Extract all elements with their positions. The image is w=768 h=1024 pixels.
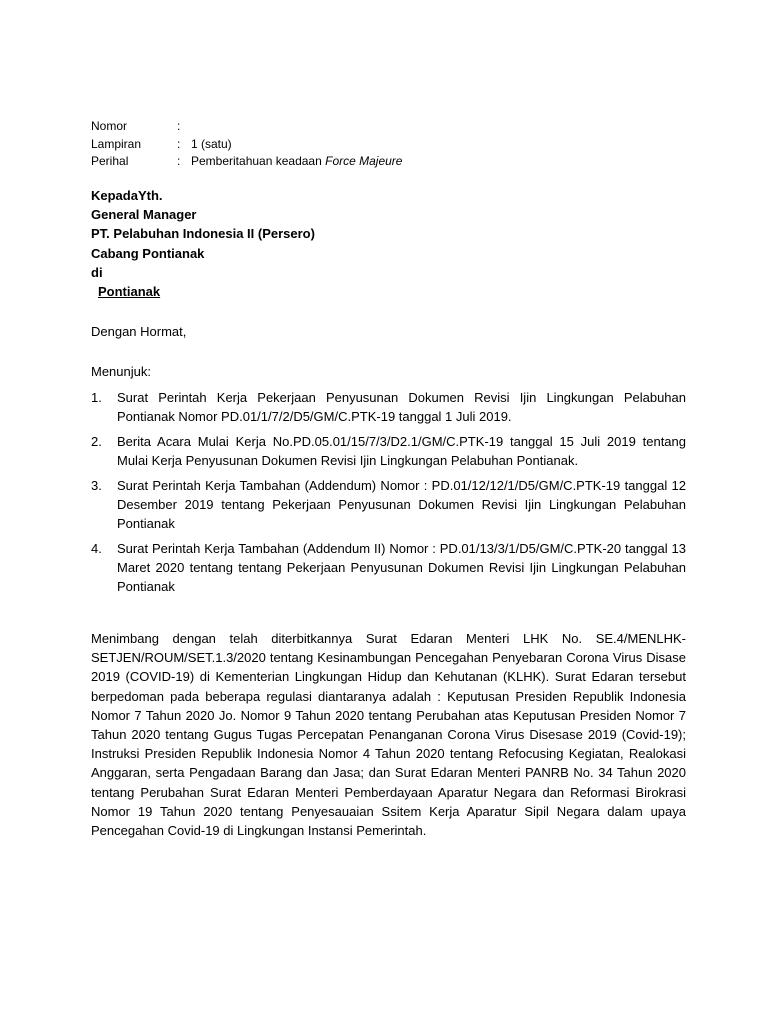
list-item [91,476,686,533]
perihal-row [91,153,402,171]
addressee-line: PT. Pelabuhan Indonesia II (Persero) [91,226,315,242]
list-item [91,539,686,596]
lampiran-row [91,136,402,154]
reference-list [91,388,686,602]
list-item-text: Surat Perintah Kerja Tambahan (Addendum II) Nomor : PD.01/13/3/1/D5/GM/C.PTK-20 tanggal 13 Maret 2020 tentang tentang Pekerjaan Penyusunan Dokumen Revisi Ijin Lingkungan Pelabuhan Pontianak [117,541,686,594]
perihal-italic: Force Majeure [325,154,403,168]
list-item-number: 4. [91,541,102,556]
addressee-block [91,186,315,301]
list-item-number: 3. [91,478,102,493]
perihal-label: Perihal [91,154,129,168]
addressee-line: Cabang Pontianak [91,245,205,261]
perihal-value [191,153,402,171]
nomor-label: Nomor [91,119,128,133]
perihal-colon: : [177,154,181,168]
list-item-text: Surat Perintah Kerja Pekerjaan Penyusunan Dokumen Revisi Ijin Lingkungan Pelabuhan Pontianak Nomor PD.01/1/7/2/D5/GM/C.PTK-19 tanggal 1 Juli 2019. [117,390,686,424]
list-item-number: 1. [91,390,102,405]
letter-header [91,118,402,171]
perihal-prefix: Pemberitahuan keadaan [191,154,322,168]
list-item-text: Berita Acara Mulai Kerja No.PD.05.01/15/7/3/D2.1/GM/C.PTK-19 tanggal 15 Juli 2019 tentang Mulai Kerja Penyusunan Dokumen Revisi Ijin Lingkungan Pelabuhan Pontianak. [117,434,686,468]
list-item-text: Surat Perintah Kerja Tambahan (Addendum) Nomor : PD.01/12/12/1/D5/GM/C.PTK-19 tanggal 12 Desember 2019 tentang Pekerjaan Penyusunan Dokumen Revisi Ijin Lingkungan Pelabuhan Pontianak [117,478,686,531]
lampiran-colon: : [177,136,181,151]
intro-text: Menunjuk: [91,364,151,379]
list-item [91,432,686,470]
addressee-line: di [91,264,103,280]
body-paragraph: Menimbang dengan telah diterbitkannya Surat Edaran Menteri LHK No. SE.4/MENLHK-SETJEN/ROUM/SET.1.3/2020 tentang Kesinambungan Pencegahan Penyebaran Corona Virus Disase 2019 (COVID-19) di Kementerian Lingkungan Hidup dan Kehutanan (KLHK). Surat Edaran tersebut berpedoman pada beberapa regulasi diantaranya adalah : Keputusan Presiden Republik Indonesia Nomor 7 Tahun 2020 Jo. Nomor 9 Tahun 2020 tentang Perubahan atas Keputusan Presiden Nomor 7 Tahun 2020 tentang Gugus Tugas Percepatan Penanganan Corona Virus Disesase 2019 (Covid-19); Instruksi Presiden Republik Indonesia Nomor 4 Tahun 2020 tentang Refocusing Kegiatan, Realokasi Anggaran, serta Pengadaan Barang dan Jasa; dan Surat Edaran Menteri PANRB No. 34 Tahun 2020 tentang Perubahan Surat Edaran Menteri Pemberdayaan Aparatur Negara dan Reformasi Birokrasi Nomor 19 Tahun 2020 tentang Penyesauaian Ssitem Kerja Aparatur Sipil Negara dalam upaya Pencegahan Covid-19 di Lingkungan Instansi Pemerintah. [91,631,686,839]
list-item [91,388,686,426]
addressee-city [91,282,315,301]
salutation: Dengan Hormat, [91,324,187,339]
list-item-number: 2. [91,434,102,449]
addressee-line: KepadaYth. [91,188,163,203]
lampiran-value: 1 (satu) [191,136,232,151]
nomor-colon: : [177,119,181,133]
addressee-city-text: Pontianak [98,284,161,300]
lampiran-label: Lampiran [91,136,142,151]
addressee-line: General Manager [91,207,197,223]
nomor-row [91,118,402,136]
